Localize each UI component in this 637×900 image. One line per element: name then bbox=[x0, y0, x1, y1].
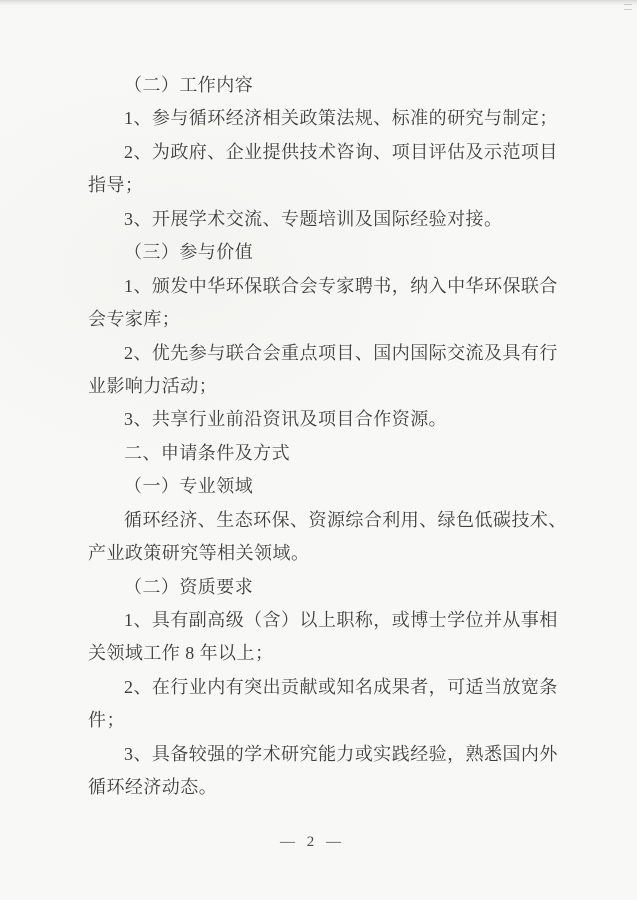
text-line: 3、具备较强的学术研究能力或实践经验，熟悉国内外 bbox=[124, 743, 558, 764]
scan-artifact-mark bbox=[622, 3, 633, 13]
page-number: — 2 — bbox=[280, 834, 345, 850]
text-line: 1、具有副高级（含）以上职称，或博士学位并从事相 bbox=[124, 610, 558, 630]
text-line: （二）工作内容 bbox=[124, 75, 254, 95]
text-line: （三）参与价值 bbox=[124, 242, 254, 263]
text-line: 3、共享行业前沿资讯及项目合作资源。 bbox=[124, 409, 448, 430]
text-line: 件； bbox=[88, 710, 125, 731]
text-line: 会专家库； bbox=[88, 309, 181, 330]
text-line: （二）资质要求 bbox=[124, 576, 254, 597]
text-line: 产业政策研究等相关领域。 bbox=[88, 543, 310, 564]
document-body bbox=[88, 69, 567, 805]
text-line: 3、开展学术交流、专题培训及国际经验对接。 bbox=[124, 208, 503, 229]
text-line: 业影响力活动； bbox=[88, 375, 218, 396]
text-line: 1、颁发中华环保联合会专家聘书，纳入中华环保联合 bbox=[124, 275, 558, 296]
text-line: 2、优先参与联合会重点项目、国内国际交流及具有行 bbox=[124, 342, 558, 363]
text-line: 1、参与循环经济相关政策法规、标准的研究与制定； bbox=[124, 108, 558, 129]
text-line: 循环经济、生态环保、资源综合利用、绿色低碳技术、 bbox=[124, 509, 567, 530]
text-line: 关领域工作 8 年以上； bbox=[88, 643, 274, 664]
text-line: 二、申请条件及方式 bbox=[124, 442, 291, 463]
text-line: 2、为政府、企业提供技术咨询、项目评估及示范项目 bbox=[124, 141, 558, 162]
text-line: 循环经济动态。 bbox=[88, 777, 218, 798]
text-line: （一）专业领域 bbox=[124, 476, 254, 497]
text-line: 指导； bbox=[88, 175, 144, 196]
text-line: 2、在行业内有突出贡献或知名成果者，可适当放宽条 bbox=[124, 676, 558, 697]
